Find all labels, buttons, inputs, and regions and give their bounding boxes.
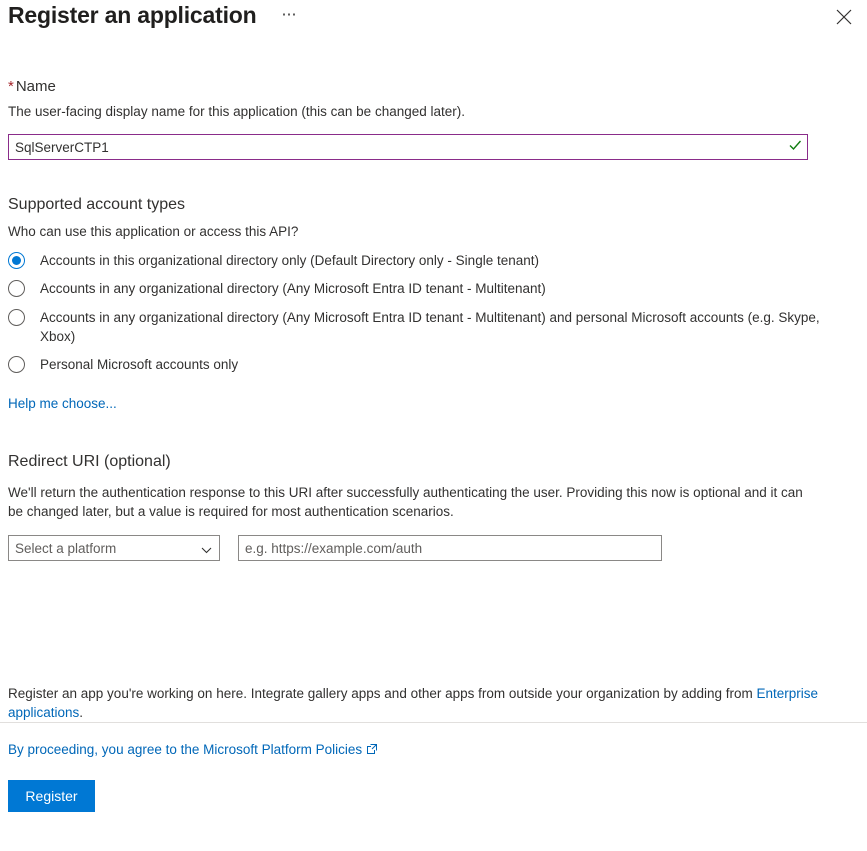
radio-multitenant[interactable] <box>8 279 859 298</box>
panel-header <box>0 0 867 40</box>
footer-note <box>8 685 859 723</box>
panel-content <box>0 40 867 851</box>
radio-single-tenant[interactable] <box>8 251 859 270</box>
radio-label: Accounts in this organizational directory only (Default Directory only - Single tenant) <box>40 253 539 269</box>
radio-label: Personal Microsoft accounts only <box>40 356 239 372</box>
platform-select-value: Select a platform <box>15 540 117 556</box>
radio-button-icon[interactable] <box>8 252 25 269</box>
close-icon[interactable] <box>831 4 857 30</box>
footer-note-suffix: . <box>79 704 84 720</box>
page-title: Register an application <box>8 2 257 28</box>
supported-account-types-title: Supported account types <box>8 196 186 214</box>
redirect-uri-title: Redirect URI (optional) <box>8 453 171 470</box>
enterprise-applications-link[interactable]: Enterprise applications <box>8 686 819 720</box>
register-button[interactable]: Register <box>8 780 95 812</box>
redirect-uri-row <box>8 535 859 561</box>
name-label-text: Name <box>15 78 56 95</box>
help-me-choose-link[interactable]: Help me choose... <box>8 396 117 411</box>
name-input[interactable] <box>8 134 808 160</box>
radio-button-icon[interactable] <box>8 309 25 326</box>
name-input-wrapper <box>8 134 808 160</box>
name-field-label <box>8 78 859 95</box>
footer-note-prefix: Register an app you're working on here. Integrate gallery apps and other apps from outside your organization by adding from <box>8 686 757 701</box>
supported-account-types-subtitle: Who can use this application or access this API? <box>8 224 299 240</box>
platform-select[interactable] <box>8 535 220 561</box>
policy-line <box>8 742 378 758</box>
more-options-icon[interactable]: ⋯ <box>281 6 297 23</box>
redirect-uri-input[interactable] <box>238 535 662 561</box>
radio-multitenant-and-personal[interactable] <box>8 308 859 346</box>
radio-label: Accounts in any organizational directory (Any Microsoft Entra ID tenant - Multitenant) and personal Microsoft accounts (e.g. Skype, Xbox) <box>40 309 820 344</box>
radio-button-icon[interactable] <box>8 356 25 373</box>
radio-button-icon[interactable] <box>8 280 25 297</box>
platform-policies-link[interactable]: By proceeding, you agree to the Microsoft Platform Policies <box>8 742 363 757</box>
check-icon <box>788 138 802 152</box>
chevron-down-icon <box>201 543 212 559</box>
external-link-icon <box>366 743 378 758</box>
name-field-description: The user-facing display name for this application (this can be changed later). <box>8 104 465 119</box>
required-marker: * <box>8 78 14 95</box>
account-type-radio-group <box>8 251 859 374</box>
radio-personal-only[interactable] <box>8 355 859 374</box>
redirect-uri-description: We'll return the authentication response to this URI after successfully authenticating the user. Providing this now is optional and it can be changed later, but a value is required for most authentication scenarios. <box>8 485 803 520</box>
footer-divider <box>0 722 867 723</box>
radio-label: Accounts in any organizational directory (Any Microsoft Entra ID tenant - Multitenant) <box>40 281 546 297</box>
